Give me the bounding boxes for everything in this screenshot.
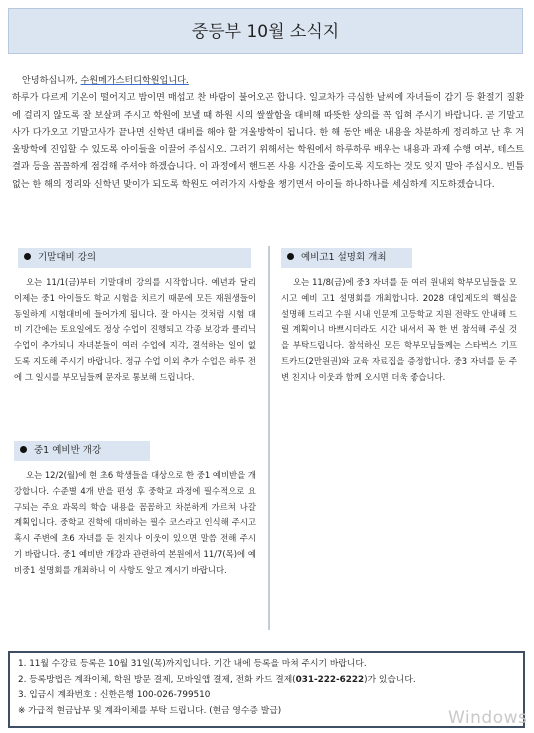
section-body-pre-m1 xyxy=(14,468,256,579)
section-heading-final-exam xyxy=(18,248,251,268)
notice-line-2-suffix: )가 있습니다. xyxy=(364,674,416,685)
notice-line-3: 3. 입금시 계좌번호 : 신한은행 100-026-799510 xyxy=(18,690,211,701)
final-exam-text: 오는 11/1(금)부터 기말대비 강의를 시작합니다. 예년과 달리 이제는 중1 아이들도 학교 시험을 치르기 때문에 모든 재원생들이 동일하게 시험대비에 들어가게 됩니다. 잘 아시는 것처럼 시험 대비 기간에는 토요일에도 정상 수업이 진행되고 각종 보강과 클리닉 수업이 추가되니 자녀분들이 여러 수업에 지각, 결석하는 일이 없도록 지도해 주시기 바랍니다. 정규 수업 이외 추가 수업은 하루 전에 그 일시를 부모님들께 문자로 통보해 드립니다. xyxy=(14,277,256,382)
section-heading-pre-m1 xyxy=(14,441,150,461)
final-exam-heading: 기말대비 강의 xyxy=(38,252,97,263)
activation-watermark: Windows xyxy=(448,708,528,728)
section-body-final-exam xyxy=(14,275,256,386)
intro-letter xyxy=(12,73,524,194)
pre-g1-heading: 예비고1 설명회 개최 xyxy=(301,252,387,263)
pre-m1-heading: 중1 예비반 개강 xyxy=(34,445,102,456)
notice-line-4: ※ 가급적 현금납부 및 계좌이체를 부탁 드립니다. (현금 영수증 발급) xyxy=(18,705,282,716)
notice-line-2-text: 2. 등록방법은 계좌이체, 학원 방문 결제, 모바일앱 결제, 전화 카드 결제( xyxy=(18,674,296,685)
notice-line-2 xyxy=(18,673,515,689)
bullet-icon xyxy=(287,253,294,260)
bullet-icon xyxy=(24,253,31,260)
column-divider xyxy=(268,246,270,630)
pre-g1-text: 오는 11/8(금)에 중3 자녀를 둔 여러 원내외 학부모님들을 모시고 예비 고1 설명회를 개최합니다. 2028 대입제도의 핵심을 설명해 드리고 수원 시내 인문계 고등학교 지원 전략도 안내해 드릴 계획이니 바쁘시더라도 시간 내셔서 꼭 한 번 참석해 주실 것을 부탁드립니다. 참석하신 모든 학부모님들께는 스타벅스 기프트카드(2만원권)와 교육 자료집을 증정합니다. 중3 자녀를 둔 주변 친지나 이웃과 함께 오시면 더욱 좋습니다. xyxy=(281,277,517,382)
notice-phone: 031-222-6222 xyxy=(295,674,365,685)
intro-paragraph xyxy=(12,73,524,194)
intro-body: 하루가 다르게 기온이 떨어지고 밤이면 매섭고 찬 바람이 불어오곤 합니다. 일교차가 극심한 날씨에 자녀들이 감기 등 환절기 질환에 걸리지 않도록 잘 보살펴 주시고 학원에 보낼 때 하원 시의 쌀쌀함을 대비해 따뜻한 상의를 꼭 입혀 주시기 바랍니다. 곧 기말고사가 다가오고 기말고사가 끝나면 신학년 대비를 해야 할 겨울방학이 됩니다. 한 해 동안 배운 내용을 차분하게 정리하고 난 후 겨울방학에 진입할 수 있도록 아이들을 이끌어 주십시오. 그러기 위해서는 학원에서 하루하루 배우는 내용과 과제 수행 여부, 테스트 결과 등을 꼼꼼하게 점검해 주셔야 하겠습니다. 이 과정에서 핸드폰 사용 시간을 줄이도록 지도하는 것도 잊지 말아 주십시오. 빈틈없는 한 해의 정리와 신학년 맞이가 되도록 학원도 여러가지 사항을 챙기면서 아이들 하나하나를 세심하게 지도하겠습니다. xyxy=(12,93,524,190)
greeting-prefix: 안녕하십니까, xyxy=(22,76,81,86)
section-body-pre-g1 xyxy=(281,275,517,386)
greeting-academy: 수원메가스터디학원입니다. xyxy=(80,76,189,86)
bullet-icon xyxy=(20,446,27,453)
notice-line-1: 1. 11월 수강료 등록은 10월 31일(목)까지입니다. 기간 내에 등록을 마쳐 주시기 바랍니다. xyxy=(18,659,367,669)
page-title: 중등부 10월 소식지 xyxy=(191,22,340,42)
title-banner xyxy=(8,8,523,54)
pre-m1-text: 오는 12/2(월)에 현 초6 학생들을 대상으로 한 중1 예비반을 개강합니다. 수준별 4개 반을 편성 후 중학교 과정에 필수적으로 요구되는 주요 과목의 학습 내용을 꼼꼼하고 차분하게 가르쳐 나갈 계획입니다. 중학교 진학에 대비하는 필수 코스라고 인식해 주시고 혹시 주변에 초6 자녀를 둔 친지나 이웃이 있으면 말씀 전해 주시기 바랍니다. 중1 예비반 개강과 관련하여 본원에서 11/7(목)에 예비중1 설명회를 개최하니 이 사항도 알고 계시기 바랍니다. xyxy=(14,470,256,575)
section-heading-pre-g1 xyxy=(281,248,412,268)
